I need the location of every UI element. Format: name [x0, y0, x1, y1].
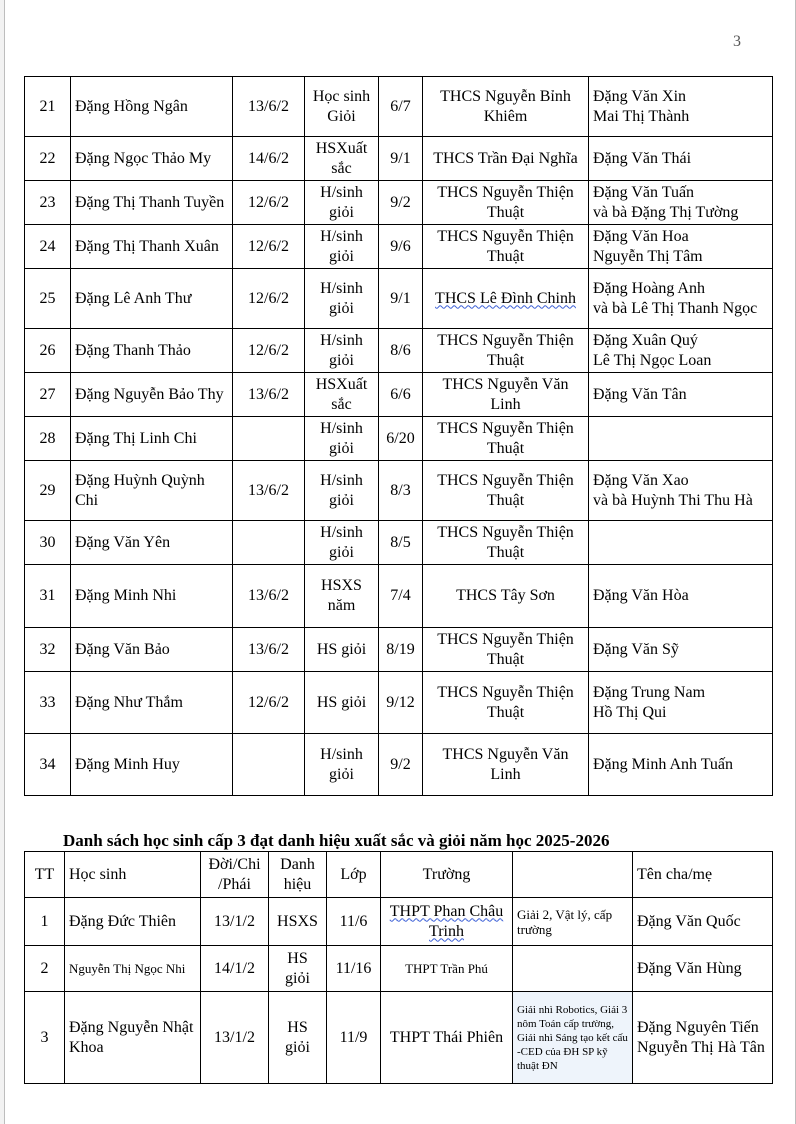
student-name — [71, 329, 233, 373]
row-number-text: 27 — [39, 385, 56, 403]
table-row — [25, 992, 773, 1084]
school-name-text: THCS Nguyễn Thiện Thuật — [437, 471, 574, 509]
row-number-text: 23 — [39, 193, 56, 211]
birth-generation — [233, 137, 305, 181]
award-title-text: HS giỏi — [285, 1018, 310, 1056]
birth-generation-text: 12/6/2 — [248, 693, 289, 711]
school-name — [423, 181, 589, 225]
class-name-text: 7/4 — [390, 587, 411, 604]
class-name — [379, 329, 423, 373]
row-number — [25, 672, 71, 734]
table-row — [25, 521, 773, 565]
parent-names-text: Đặng Xuân Quý Lê Thị Ngọc Loan — [593, 331, 712, 369]
achievement-note-text: Giải 2, Vật lý, cấp trường — [517, 906, 613, 937]
parent-names — [589, 461, 773, 521]
award-title-text: HS giỏi — [316, 640, 367, 658]
achievement-note-text: Giải nhì Robotics, Giải 3 nôm Toán cấp trường, Giải nhì Sáng tạo kết cấu -CED của ĐH SP kỹ thuật ĐN — [517, 1003, 628, 1072]
award-title-text: H/sinh giỏi — [320, 419, 363, 457]
student-name-text: Đặng Nguyễn Nhật Khoa — [69, 1018, 194, 1056]
row-number — [25, 225, 71, 269]
parent-names — [589, 565, 773, 628]
school-name — [423, 77, 589, 137]
table-row — [25, 329, 773, 373]
parent-names — [589, 521, 773, 565]
school-name — [381, 898, 513, 946]
row-number-text: 28 — [39, 429, 56, 447]
class-name-text: 11/16 — [335, 959, 372, 977]
award-title — [305, 417, 379, 461]
award-title — [269, 992, 327, 1084]
table-row — [25, 181, 773, 225]
table-row — [25, 672, 773, 734]
birth-generation-text: 13/1/2 — [214, 912, 255, 930]
award-title-text: HSXS năm — [321, 577, 362, 614]
class-name-text: 11/9 — [339, 1028, 368, 1046]
parent-names-text: Đặng Văn Quốc — [637, 912, 741, 930]
table-row — [25, 898, 773, 946]
birth-generation — [233, 521, 305, 565]
student-name — [65, 898, 201, 946]
parent-names — [589, 734, 773, 796]
birth-generation-text: 14/6/2 — [248, 149, 289, 167]
birth-generation-text: 12/6/2 — [248, 237, 289, 255]
table-row — [25, 137, 773, 181]
school-name — [423, 628, 589, 672]
award-title — [305, 521, 379, 565]
student-name-text: Đặng Đức Thiên — [69, 912, 177, 930]
student-name — [71, 461, 233, 521]
award-title-text: H/sinh giỏi — [320, 745, 363, 783]
student-name-text: Đặng Minh Nhi — [75, 587, 177, 604]
award-title — [305, 181, 379, 225]
birth-generation — [201, 992, 269, 1084]
class-name — [327, 898, 381, 946]
students-table-upper-secondary — [24, 851, 773, 1084]
parent-names — [589, 329, 773, 373]
parent-names — [589, 417, 773, 461]
student-name-text: Đặng Huỳnh Quỳnh Chi — [75, 471, 205, 509]
row-number — [25, 565, 71, 628]
parent-names-text: Đặng Văn Xao và bà Huỳnh Thi Thu Hà — [593, 471, 753, 509]
school-name-text: THCS Lê Đình Chinh — [435, 289, 576, 307]
school-name — [423, 521, 589, 565]
class-name-text: 9/12 — [386, 693, 415, 711]
row-number — [25, 521, 71, 565]
student-name — [71, 628, 233, 672]
table-row — [25, 461, 773, 521]
header-note — [513, 852, 633, 898]
student-name — [65, 992, 201, 1084]
birth-generation-text: 14/1/2 — [214, 959, 255, 977]
header-parents: Tên cha/mẹ — [633, 852, 773, 898]
award-title-text: H/sinh giỏi — [320, 471, 363, 509]
parent-names — [633, 992, 773, 1084]
school-name — [423, 565, 589, 628]
row-number — [25, 461, 71, 521]
row-number-text: 29 — [39, 481, 56, 499]
achievement-note — [513, 992, 633, 1084]
class-name-text: 8/3 — [390, 481, 411, 499]
birth-generation-text: 13/6/2 — [248, 97, 289, 115]
birth-generation — [201, 946, 269, 992]
table-header-row — [25, 852, 773, 898]
student-name-text: Đặng Lê Anh Thư — [75, 289, 192, 307]
class-name — [379, 181, 423, 225]
school-name — [423, 225, 589, 269]
row-number — [25, 946, 65, 992]
student-name-text: Đặng Hồng Ngân — [75, 97, 188, 115]
student-name — [71, 417, 233, 461]
school-name-text: THCS Nguyễn Thiện Thuật — [437, 630, 574, 668]
parent-names — [633, 946, 773, 992]
parent-names — [589, 137, 773, 181]
school-name — [423, 137, 589, 181]
parent-names-text: Đặng Văn Hòa — [593, 587, 689, 604]
achievement-note — [513, 898, 633, 946]
class-name — [379, 565, 423, 628]
school-name-text: THCS Nguyễn Thiện Thuật — [437, 331, 574, 369]
award-title-text: Học sinh Giỏi — [312, 87, 371, 125]
birth-generation — [233, 461, 305, 521]
row-number-text: 22 — [39, 149, 56, 167]
birth-generation — [233, 77, 305, 137]
birth-generation-text: 12/6/2 — [248, 341, 289, 359]
award-title — [305, 734, 379, 796]
parent-names-text: Đặng Văn Thái — [593, 149, 692, 167]
student-name — [71, 734, 233, 796]
student-name — [71, 672, 233, 734]
award-title — [305, 269, 379, 329]
student-name — [71, 137, 233, 181]
row-number — [25, 329, 71, 373]
row-number — [25, 137, 71, 181]
class-name — [379, 417, 423, 461]
student-name — [71, 373, 233, 417]
class-name — [379, 269, 423, 329]
school-name-text: THCS Nguyễn Thiện Thuật — [437, 419, 574, 457]
school-name — [423, 417, 589, 461]
parent-names-text: Đặng Văn Hùng — [637, 959, 742, 977]
class-name-text: 9/1 — [390, 149, 411, 167]
row-number — [25, 734, 71, 796]
row-number — [25, 898, 65, 946]
parent-names-text: Đặng Trung Nam Hồ Thị Qui — [593, 683, 706, 721]
header-student: Học sinh — [65, 852, 201, 898]
row-number-text: 24 — [39, 237, 56, 255]
table-row — [25, 417, 773, 461]
row-number-text: 1 — [40, 912, 49, 930]
row-number-text: 25 — [39, 289, 56, 307]
class-name — [379, 628, 423, 672]
student-name-text: Đặng Như Thắm — [75, 693, 183, 711]
parent-names — [589, 373, 773, 417]
school-name-text: THCS Nguyễn Thiện Thuật — [437, 183, 574, 221]
award-title-text: H/sinh giỏi — [320, 523, 363, 561]
student-name-text: Đặng Thị Thanh Xuân — [75, 237, 219, 255]
student-name-text: Đặng Thanh Thảo — [75, 341, 191, 359]
table-row — [25, 269, 773, 329]
birth-generation — [233, 269, 305, 329]
school-name-text: THCS Nguyễn Văn Linh — [442, 745, 569, 783]
award-title — [305, 461, 379, 521]
school-name — [381, 946, 513, 992]
award-title-text: HSXS — [277, 912, 318, 930]
row-number — [25, 417, 71, 461]
parent-names — [589, 672, 773, 734]
row-number — [25, 628, 71, 672]
award-title — [305, 225, 379, 269]
row-number — [25, 992, 65, 1084]
class-name — [379, 461, 423, 521]
school-name-text: THPT Phan Châu Trinh — [389, 902, 504, 940]
student-name-text: Đặng Minh Huy — [75, 755, 180, 773]
row-number-text: 32 — [39, 640, 56, 658]
award-title — [305, 672, 379, 734]
award-title — [269, 946, 327, 992]
header-generation: Đời/Chi /Phái — [201, 852, 269, 898]
award-title — [305, 137, 379, 181]
class-name-text: 8/19 — [386, 640, 415, 658]
class-name-text: 11/6 — [339, 912, 368, 930]
birth-generation-text: 13/6/2 — [248, 587, 289, 604]
class-name — [379, 77, 423, 137]
award-title — [305, 628, 379, 672]
school-name — [423, 329, 589, 373]
birth-generation — [233, 734, 305, 796]
birth-generation — [233, 565, 305, 628]
student-name-text: Đặng Nguyễn Bảo Thy — [75, 385, 224, 403]
parent-names-text: Đặng Văn Tân — [593, 385, 687, 403]
award-title-text: H/sinh giỏi — [320, 279, 363, 317]
student-name — [71, 77, 233, 137]
parent-names — [633, 898, 773, 946]
row-number — [25, 181, 71, 225]
row-number — [25, 373, 71, 417]
birth-generation — [201, 898, 269, 946]
row-number — [25, 269, 71, 329]
school-name — [423, 461, 589, 521]
achievement-note — [513, 946, 633, 992]
school-name — [423, 672, 589, 734]
birth-generation — [233, 628, 305, 672]
student-name — [71, 269, 233, 329]
student-name — [65, 946, 201, 992]
class-name-text: 9/6 — [390, 237, 411, 255]
class-name — [379, 137, 423, 181]
award-title — [269, 898, 327, 946]
header-class: Lớp — [327, 852, 381, 898]
table-row — [25, 373, 773, 417]
student-name-text: Đặng Ngọc Thảo My — [75, 149, 212, 167]
birth-generation-text: 13/6/2 — [248, 640, 289, 658]
row-number — [25, 77, 71, 137]
table-row — [25, 565, 773, 628]
birth-generation-text: 13/6/2 — [248, 385, 289, 403]
student-name — [71, 181, 233, 225]
header-award: Danh hiệu — [269, 852, 327, 898]
school-name-text: THCS Nguyễn Văn Linh — [442, 375, 569, 413]
student-name-text: Nguyễn Thị Ngọc Nhi — [69, 961, 186, 976]
award-title-text: H/sinh giỏi — [320, 331, 363, 369]
table-row — [25, 225, 773, 269]
school-name-text: THPT Trần Phú — [405, 961, 488, 976]
parent-names-text: Đặng Minh Anh Tuấn — [593, 755, 734, 773]
table2-title: Danh sách học sinh cấp 3 đạt danh hiệu xuất sắc và giỏi năm học 2025-2026 — [63, 831, 610, 850]
student-name-text: Đặng Văn Bảo — [75, 640, 170, 658]
award-title-text: HS giỏi — [316, 693, 367, 711]
award-title-text: HS giỏi — [285, 949, 310, 987]
table-row — [25, 77, 773, 137]
table-row — [25, 628, 773, 672]
header-tt: TT — [25, 852, 65, 898]
class-name — [379, 734, 423, 796]
class-name-text: 6/20 — [386, 429, 415, 447]
school-name-text: THCS Nguyễn Bỉnh Khiêm — [440, 87, 571, 125]
page-number: 3 — [733, 33, 741, 50]
award-title — [305, 77, 379, 137]
table-row — [25, 734, 773, 796]
class-name — [379, 672, 423, 734]
school-name — [423, 373, 589, 417]
class-name-text: 8/6 — [390, 341, 411, 359]
class-name — [379, 225, 423, 269]
class-name-text: 6/6 — [390, 385, 411, 403]
award-title-text: H/sinh giỏi — [320, 227, 363, 265]
school-name-text: THCS Nguyễn Thiện Thuật — [437, 683, 574, 721]
birth-generation — [233, 329, 305, 373]
award-title-text: HSXuất sắc — [315, 139, 368, 177]
school-name — [423, 269, 589, 329]
birth-generation — [233, 373, 305, 417]
class-name-text: 9/1 — [390, 289, 411, 307]
document-page — [4, 0, 796, 1124]
parent-names-text: Đặng Nguyên Tiến Nguyễn Thị Hà Tân — [637, 1018, 765, 1056]
row-number-text: 21 — [39, 97, 56, 115]
parent-names — [589, 77, 773, 137]
row-number-text: 26 — [39, 341, 56, 359]
birth-generation-text: 12/6/2 — [248, 193, 289, 211]
parent-names — [589, 225, 773, 269]
class-name-text: 9/2 — [390, 755, 411, 773]
row-number-text: 33 — [39, 693, 56, 711]
student-name — [71, 521, 233, 565]
parent-names — [589, 181, 773, 225]
student-name-text: Đặng Thị Thanh Tuyền — [75, 193, 225, 211]
class-name — [379, 521, 423, 565]
student-name-text: Đặng Văn Yên — [75, 533, 171, 551]
birth-generation-text: 13/1/2 — [214, 1028, 255, 1046]
award-title-text: H/sinh giỏi — [320, 183, 363, 221]
parent-names — [589, 628, 773, 672]
row-number-text: 3 — [40, 1028, 49, 1046]
parent-names-text: Đặng Văn Tuấn và bà Đặng Thị Tường — [593, 183, 739, 221]
birth-generation — [233, 672, 305, 734]
award-title — [305, 565, 379, 628]
header-school: Trường — [381, 852, 513, 898]
school-name-text: THCS Trần Đại Nghĩa — [433, 149, 578, 167]
class-name — [327, 946, 381, 992]
birth-generation — [233, 181, 305, 225]
class-name — [379, 373, 423, 417]
student-name-text: Đặng Thị Linh Chi — [75, 429, 197, 447]
class-name — [327, 992, 381, 1084]
birth-generation-text: 12/6/2 — [248, 289, 289, 307]
school-name — [381, 992, 513, 1084]
birth-generation — [233, 417, 305, 461]
class-name-text: 8/5 — [390, 533, 411, 551]
parent-names-text: Đặng Văn Hoa Nguyễn Thị Tâm — [593, 227, 703, 265]
student-name — [71, 565, 233, 628]
student-name — [71, 225, 233, 269]
school-name — [423, 734, 589, 796]
parent-names — [589, 269, 773, 329]
parent-names-text: Đặng Văn Xin Mai Thị Thành — [593, 87, 690, 125]
birth-generation-text: 13/6/2 — [248, 481, 289, 499]
students-table-lower-secondary — [24, 76, 773, 796]
parent-names-text: Đặng Hoàng Anh và bà Lê Thị Thanh Ngọc — [593, 279, 758, 317]
parent-names-text: Đặng Văn Sỹ — [593, 640, 679, 658]
school-name-text: THCS Nguyễn Thiện Thuật — [437, 523, 574, 561]
class-name-text: 9/2 — [390, 193, 411, 211]
school-name-text: THCS Nguyễn Thiện Thuật — [437, 227, 574, 265]
row-number-text: 31 — [39, 587, 56, 604]
award-title — [305, 373, 379, 417]
class-name-text: 6/7 — [390, 97, 411, 115]
school-name-text: THPT Thái Phiên — [389, 1028, 504, 1046]
row-number-text: 34 — [39, 755, 56, 773]
table-row — [25, 946, 773, 992]
award-title — [305, 329, 379, 373]
award-title-text: HSXuất sắc — [315, 375, 368, 413]
birth-generation — [233, 225, 305, 269]
row-number-text: 30 — [39, 533, 56, 551]
row-number-text: 2 — [40, 959, 49, 977]
school-name-text: THCS Tây Sơn — [456, 587, 555, 604]
